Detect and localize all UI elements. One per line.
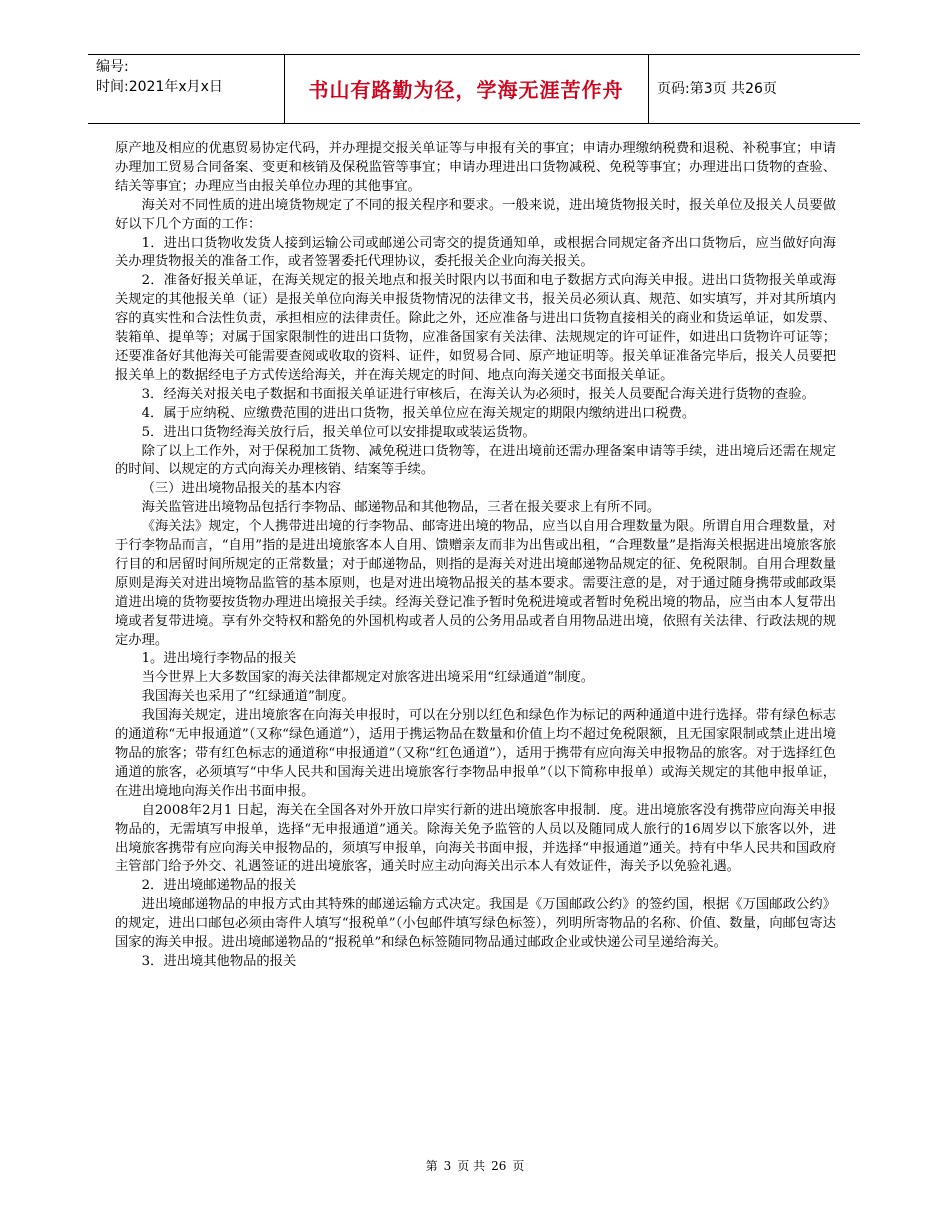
header-motto: 书山有路勤为径，学海无涯苦作舟 <box>308 78 624 102</box>
list-item: 4．属于应纳税、应缴费范围的进出口货物，报关单位应在海关规定的期限内缴纳进出口税费。 <box>141 405 696 421</box>
header-meta <box>96 57 223 97</box>
header-page-indicator: 页码:第3页 共26页 <box>657 81 777 97</box>
list-item: 5．进出口货物经海关放行后，报关单位可以安排提取或装运货物。 <box>141 424 536 440</box>
footer-page-number: 3 <box>443 1159 452 1173</box>
document-date: 时间:2021年x月x日 <box>96 79 223 95</box>
subsection-heading: 1。进出境行李物品的报关 <box>141 651 297 667</box>
paragraph: 我国海关规定，进出境旅客在向海关申报时，可以在分别以红色和绿色作为标记的两种通道中进行选择。带有绿色标志的通道称“无申报通道”（又称“绿色通道”），适用于携运物品在数量和价值上均不超过免税限额，且无国家限制或禁止进出境物品的旅客；带有红色标志的通道称“申报通道”（又称“红色通道”），适用于携带有应向海关申报物品的旅客。对于选择红色通道的旅客，必须填写“中华人民共和国海关进出境旅客行李物品申报单”（以下简称申报单）或海关规定的其他申报单证，在进出境地向海关作出书面申报。 <box>115 708 836 799</box>
list-item: 2．准备好报关单证，在海关规定的报关地点和报关时限内以书面和电子数据方式向海关申报。进出口货物报关单或海关规定的其他报关单（证）是报关单位向海关申报货物情况的法律文书，报关员必须认真、规范、如实填写，并对其所填内容的真实性和合法性负责，承担相应的法律责任。除此之外，还应准备与进出口货物直接相关的商业和货运单证，如发票、装箱单、提单等；对属于国家限制性的进出口货物，应准备国家有关法律、法规规定的许可证件，如进出口货物许可证等；还要准备好其他海关可能需要查阅或收取的资料、证件，如贸易合同、原产地证明等。报关单证准备完毕后，报关人员要把报关单上的数据经电子方式传送给海关，并在海关规定的时间、地点向海关递交书面报关单证。 <box>115 273 836 383</box>
paragraph: 除了以上工作外，对于保税加工货物、减免税进口货物等，在进出境前还需办理备案申请等手续，进出境后还需在规定的时间、以规定的方式向海关办理核销、结案等手续。 <box>115 443 836 478</box>
paragraph: 海关对不同性质的进出境货物规定了不同的报关程序和要求。一般来说，进出境货物报关时，报关单位及报关人员要做好以下几个方面的工作： <box>115 197 836 232</box>
page-footer <box>0 1157 950 1174</box>
footer-prefix: 第 <box>425 1159 438 1173</box>
paragraph: 《海关法》规定，个人携带进出境的行李物品、邮寄进出境的物品，应当以自用合理数量为限。所谓自用合理数量，对于行李物品而言，“自用”指的是进出境旅客本人自用、馈赠亲友而非为出售或出租，“合理数量”是指海关根据进出境旅客旅行目的和居留时间所规定的正常数量；对于邮递物品，则指的是海关对进出境邮递物品规定的征、免税限制。自用合理数量原则是海关对进出境物品监管的基本原则，也是对进出境物品报关的基本要求。需要注意的是，对于通过随身携带或邮政渠道进出境的货物要按货物办理进出境报关手续。经海关登记准予暂时免税进境或者暂时免税出境的物品，应当由本人复带出境或者复带进境。享有外交特权和豁免的外国机构或者人员的公务用品或者自用物品进出境，依照有关法律、行政法规的规定办理。 <box>115 519 836 648</box>
document-body <box>115 140 836 972</box>
section-heading: （三）进出境物品报关的基本内容 <box>141 481 342 497</box>
footer-suffix: 页 <box>512 1159 525 1173</box>
paragraph: 我国海关也采用了“红绿通道”制度。 <box>141 689 355 705</box>
paragraph: 原产地及相应的优惠贸易协定代码，并办理提交报关单证等与申报有关的事宜；申请办理缴纳税费和退税、补税事宜；申请办理加工贸易合同备案、变更和核销及保税监管等事宜；申请办理进出口货物减税、免税等事宜；办理进出口货物的查验、结关等事宜；办理应当由报关单位办理的其他事宜。 <box>115 141 836 194</box>
paragraph: 当今世界上大多数国家的海关法律都规定对旅客进出境采用“红绿通道”制度。 <box>141 670 594 686</box>
footer-mid: 页 共 <box>457 1159 486 1173</box>
footer-total-pages: 26 <box>491 1159 507 1173</box>
document-number-label: 编号: <box>96 59 129 75</box>
header-divider-right <box>648 55 649 123</box>
header-top-rule <box>88 54 860 55</box>
list-item: 1．进出口货物收发货人接到运输公司或邮递公司寄交的提货通知单，或根据合同规定备齐出口货物后，应当做好向海关办理货物报关的准备工作，或者签署委托代理协议，委托报关企业向海关报关。 <box>115 235 836 270</box>
header-bottom-rule <box>88 123 860 124</box>
subsection-heading: 2．进出境邮递物品的报关 <box>141 878 297 894</box>
paragraph: 自2008年2月1 日起，海关在全国各对外开放口岸实行新的进出境旅客申报制．度。进出境旅客没有携带应向海关申报物品的，无需填写申报单，选择“无申报通道”通关。除海关免予监管的人员以及随同成人旅行的16周岁以下旅客以外，进出境旅客携带有应向海关申报物品的，须填写申报单，向海关书面申报，并选择“申报通道”通关。持有中华人民共和国政府主管部门给予外交、礼遇签证的进出境旅客，通关时应主动向海关出示本人有效证件，海关予以免验礼遇。 <box>115 802 836 875</box>
paragraph: 进出境邮递物品的申报方式由其特殊的邮递运输方式决定。我国是《万国邮政公约》的签约国，根据《万国邮政公约》的规定，进出口邮包必须由寄件人填写“报税单”（小包邮件填写绿色标签），列明所寄物品的名称、价值、数量，向邮包寄达国家的海关申报。进出境邮递物品的“报税单”和绿色标签随同物品通过邮政企业或快递公司呈递给海关。 <box>115 897 836 951</box>
paragraph: 海关监管进出境物品包括行李物品、邮递物品和其他物品，三者在报关要求上有所不同。 <box>141 500 661 516</box>
subsection-heading: 3．进出境其他物品的报关 <box>141 953 297 969</box>
list-item: 3．经海关对报关电子数据和书面报关单证进行审核后，在海关认为必须时，报关人员要配合海关进行货物的查验。 <box>141 386 815 402</box>
